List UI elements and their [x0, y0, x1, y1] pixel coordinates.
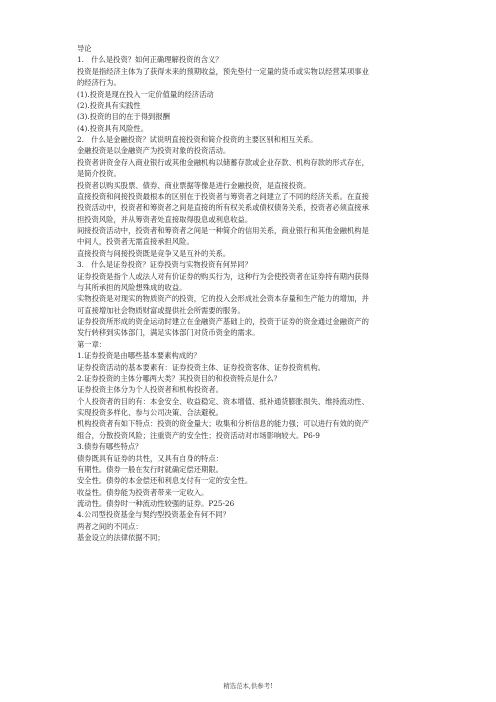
text-line: 实物投资是对现实的物质资产的投资，它的投入会形成社会资本存量和生产能力的增加，并 — [77, 294, 369, 304]
text-line: (3).投资的目的在于得到报酬 — [77, 112, 170, 122]
text-line: 担投资风险，并从筹资者处直接取得股息或利息收益。 — [77, 214, 253, 224]
text-line: 中间人，投资者无需直接承担风险。 — [77, 237, 194, 247]
text-line: (1).投资是现在投入一定价值量的经济活动 — [77, 89, 214, 99]
text-line: 3. 什么是证券投资？证券投资与实物投资有何异同？ — [77, 260, 252, 270]
text-line: 投资是指经济主体为了获得未来的预期收益，预先垫付一定量的货币或实物以经营某项事业 — [77, 66, 369, 76]
text-line: 个人投资者的目的有：本金安全、收益稳定、资本增值、抵补通货膨胀损失、维持流动性、 — [77, 396, 369, 406]
text-line: 证券投资主体分为个人投资者和机构投资者。 — [77, 385, 223, 395]
text-line: 直接投资与间接投资既是竞争又是互补的关系。 — [77, 248, 231, 258]
text-line: 3.债券有哪些特点？ — [77, 442, 143, 452]
text-line: 1.证券投资是由哪些基本要素构成的？ — [77, 351, 201, 361]
text-line: 两者之间的不同点： — [77, 521, 143, 531]
text-line: 第一章： — [77, 339, 107, 349]
text-line: 导论 — [77, 44, 92, 53]
text-line: 投资活动中，投资者和筹资者之间是直接的所有权关系或债权债务关系，投资者必须直接承 — [77, 203, 369, 213]
text-line: 实现投资多样化、参与公司决策、合法避税。 — [77, 408, 223, 417]
text-line: 是简介投资。 — [77, 169, 121, 179]
text-line: 安全性。债券的本金偿还和利息支付有一定的安全性。 — [77, 476, 253, 486]
text-line: 机构投资者有如下特点：投资的资金量大；收集和分析信息的能力强；可以进行有效的资产 — [77, 419, 369, 429]
text-line: 2.证券投资的主体分哪两大类？其投资目的和投资特点是什么？ — [77, 373, 281, 383]
text-line: 收益性。债券能为投资者带来一定收入。 — [77, 487, 209, 497]
text-line: 基金设立的法律依据不同； — [77, 533, 165, 543]
text-line: 的经济行为。 — [77, 78, 121, 88]
text-line: 证券投资所形成的资金运动时建立在金融资产基础上的，投资于证券的资金通过金融资产的 — [77, 317, 369, 326]
text-line: 投资者讲资金存入商业银行或其他金融机构以储蓄存款或企业存款、机构存款的形式存在， — [77, 157, 369, 167]
text-line: 债券既具有证券的共性，又具有自身的特点： — [77, 453, 223, 463]
text-line: 直接投资和间接投资最根本的区别在于投资者与筹资者之间建立了不同的经济关系。在直接 — [77, 191, 369, 201]
text-line: (2).投资具有实践性 — [77, 100, 141, 110]
text-line: 与其所承担的风险想殊成的收益。 — [77, 282, 187, 292]
text-line: 组合，分散投资风险；注重资产的安全性；投资活动对市场影响较大。P6-9 — [77, 430, 320, 440]
text-line: 投资者以购买股票、债券、商业票据等像是进行金融投资，是直接投资。 — [77, 180, 311, 190]
text-line: 金融投资是以金融资产为投资对象的投资活动。 — [77, 146, 231, 156]
document-body — [77, 43, 422, 544]
text-line: 流动性。债券时一种流动性较强的证券。P25-26 — [77, 499, 235, 508]
text-line: 2. 什么是金融投资？试说明直接投资和简介投资的主要区别和相互关系。 — [77, 135, 318, 144]
text-line: (4).投资具有风险性。 — [77, 123, 149, 133]
text-line: 4.公司型投资基金与契约型投资基金有何不同？ — [77, 510, 230, 520]
text-line: 发行转移到实体部门，满足实体部门对货币资金的需求。 — [77, 328, 260, 338]
text-line: 证券投资活动的基本要素有：证券投资主体、证券投资客体、证券投资机构。 — [77, 362, 326, 372]
text-line: 证券投资是指个人或法人对有价证券的购买行为，这种行为会使投资者在证券持有期内获得 — [77, 271, 369, 281]
text-line: 间接投资活动中，投资者和筹资者之间是一种简介的信用关系，商业银行和其他金融机构是 — [77, 226, 369, 235]
page-footer: 精选范本,供参考! — [223, 682, 273, 690]
text-line: 有期性。债券一般在发行时就确定偿还期限。 — [77, 464, 223, 474]
text-line: 1. 什么是投资？如何正确理解投资的含义？ — [77, 55, 223, 65]
text-line: 可直接增加社会物质财富或提供社会所需要的服务。 — [77, 305, 245, 315]
